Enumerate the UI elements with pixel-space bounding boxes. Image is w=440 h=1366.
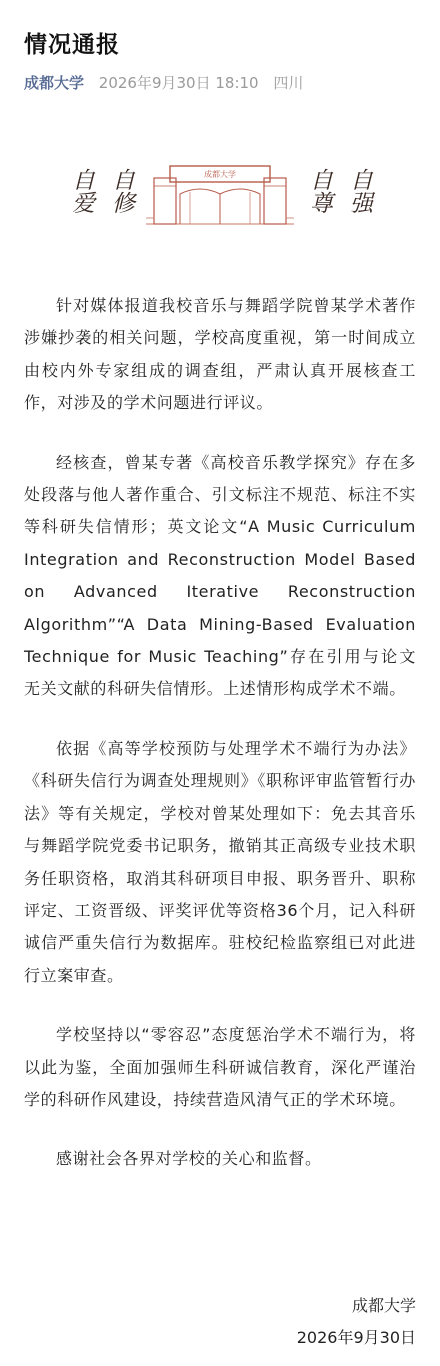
motto-right bbox=[304, 168, 374, 238]
publish-location: 四川 bbox=[273, 74, 304, 92]
account-name-link[interactable]: 成都大学 bbox=[24, 74, 85, 92]
paragraph: 学校坚持以“零容忍”态度惩治学术不端行为，将以此为鉴，全面加强师生科研诚信教育，深化严谨治学的科研作风建设，持续营造风清气正的学术环境。 bbox=[24, 1025, 416, 1109]
motto-text: 自修 bbox=[108, 168, 134, 214]
motto-col-2 bbox=[106, 168, 136, 238]
motto-col-4 bbox=[344, 168, 374, 238]
motto-text: 自尊 bbox=[306, 168, 332, 214]
motto-text: 自强 bbox=[346, 168, 372, 214]
motto-left bbox=[66, 168, 136, 238]
publish-datetime: 2026年9月30日 18:10 bbox=[98, 74, 259, 92]
paragraph: 经核查，曾某专著《高校音乐教学探究》存在多处段落与他人著作重合、引文标注不规范、标注不实等科研失信情形；英文论文“A Music Curriculum Integration and Reconstruction Model Based on Advanced Iterative Reconstruction Algorithm”“A Data Mining-Based Evaluation Technique for Music Teaching”存在引用与论文无关文献的科研失信情形。上述情形构成学术不端。 bbox=[24, 452, 416, 699]
university-gate-illustration bbox=[146, 162, 294, 228]
gate-sign-text: 成都大学 bbox=[204, 170, 236, 179]
article-title: 情况通报 bbox=[24, 32, 120, 58]
motto-text: 自爱 bbox=[68, 168, 94, 214]
signature-org: 成都大学 bbox=[351, 1296, 416, 1315]
paragraph: 依据《高等学校预防与处理学术不端行为办法》《科研失信行为调查处理规则》《职称评审监管暂行办法》等有关规定，学校对曾某处理如下：免去其音乐与舞蹈学院党委书记职务，撤销其正高级专业技术职务任职资格，取消其科研项目申报、职务晋升、职称评定、工资晋级、评奖评优等资格36个月，记入科研诚信严重失信行为数据库。驻校纪检监察组已对此进行立案审查。 bbox=[24, 738, 416, 985]
paragraph: 针对媒体报道我校音乐与舞蹈学院曾某学术著作涉嫌抄袭的相关问题，学校高度重视，第一时间成立由校内外专家组成的调查组，严肃认真开展核查工作，对涉及的学术问题进行评议。 bbox=[24, 296, 416, 413]
motto-col-1 bbox=[66, 168, 96, 238]
paragraph: 感谢社会各界对学校的关心和监督。 bbox=[56, 1149, 322, 1169]
article-body bbox=[24, 290, 416, 1203]
university-banner bbox=[60, 160, 380, 230]
motto-col-3 bbox=[304, 168, 334, 238]
signature-block bbox=[297, 1290, 416, 1354]
article-meta bbox=[24, 72, 303, 93]
signature-date: 2026年9月30日 bbox=[296, 1328, 416, 1347]
